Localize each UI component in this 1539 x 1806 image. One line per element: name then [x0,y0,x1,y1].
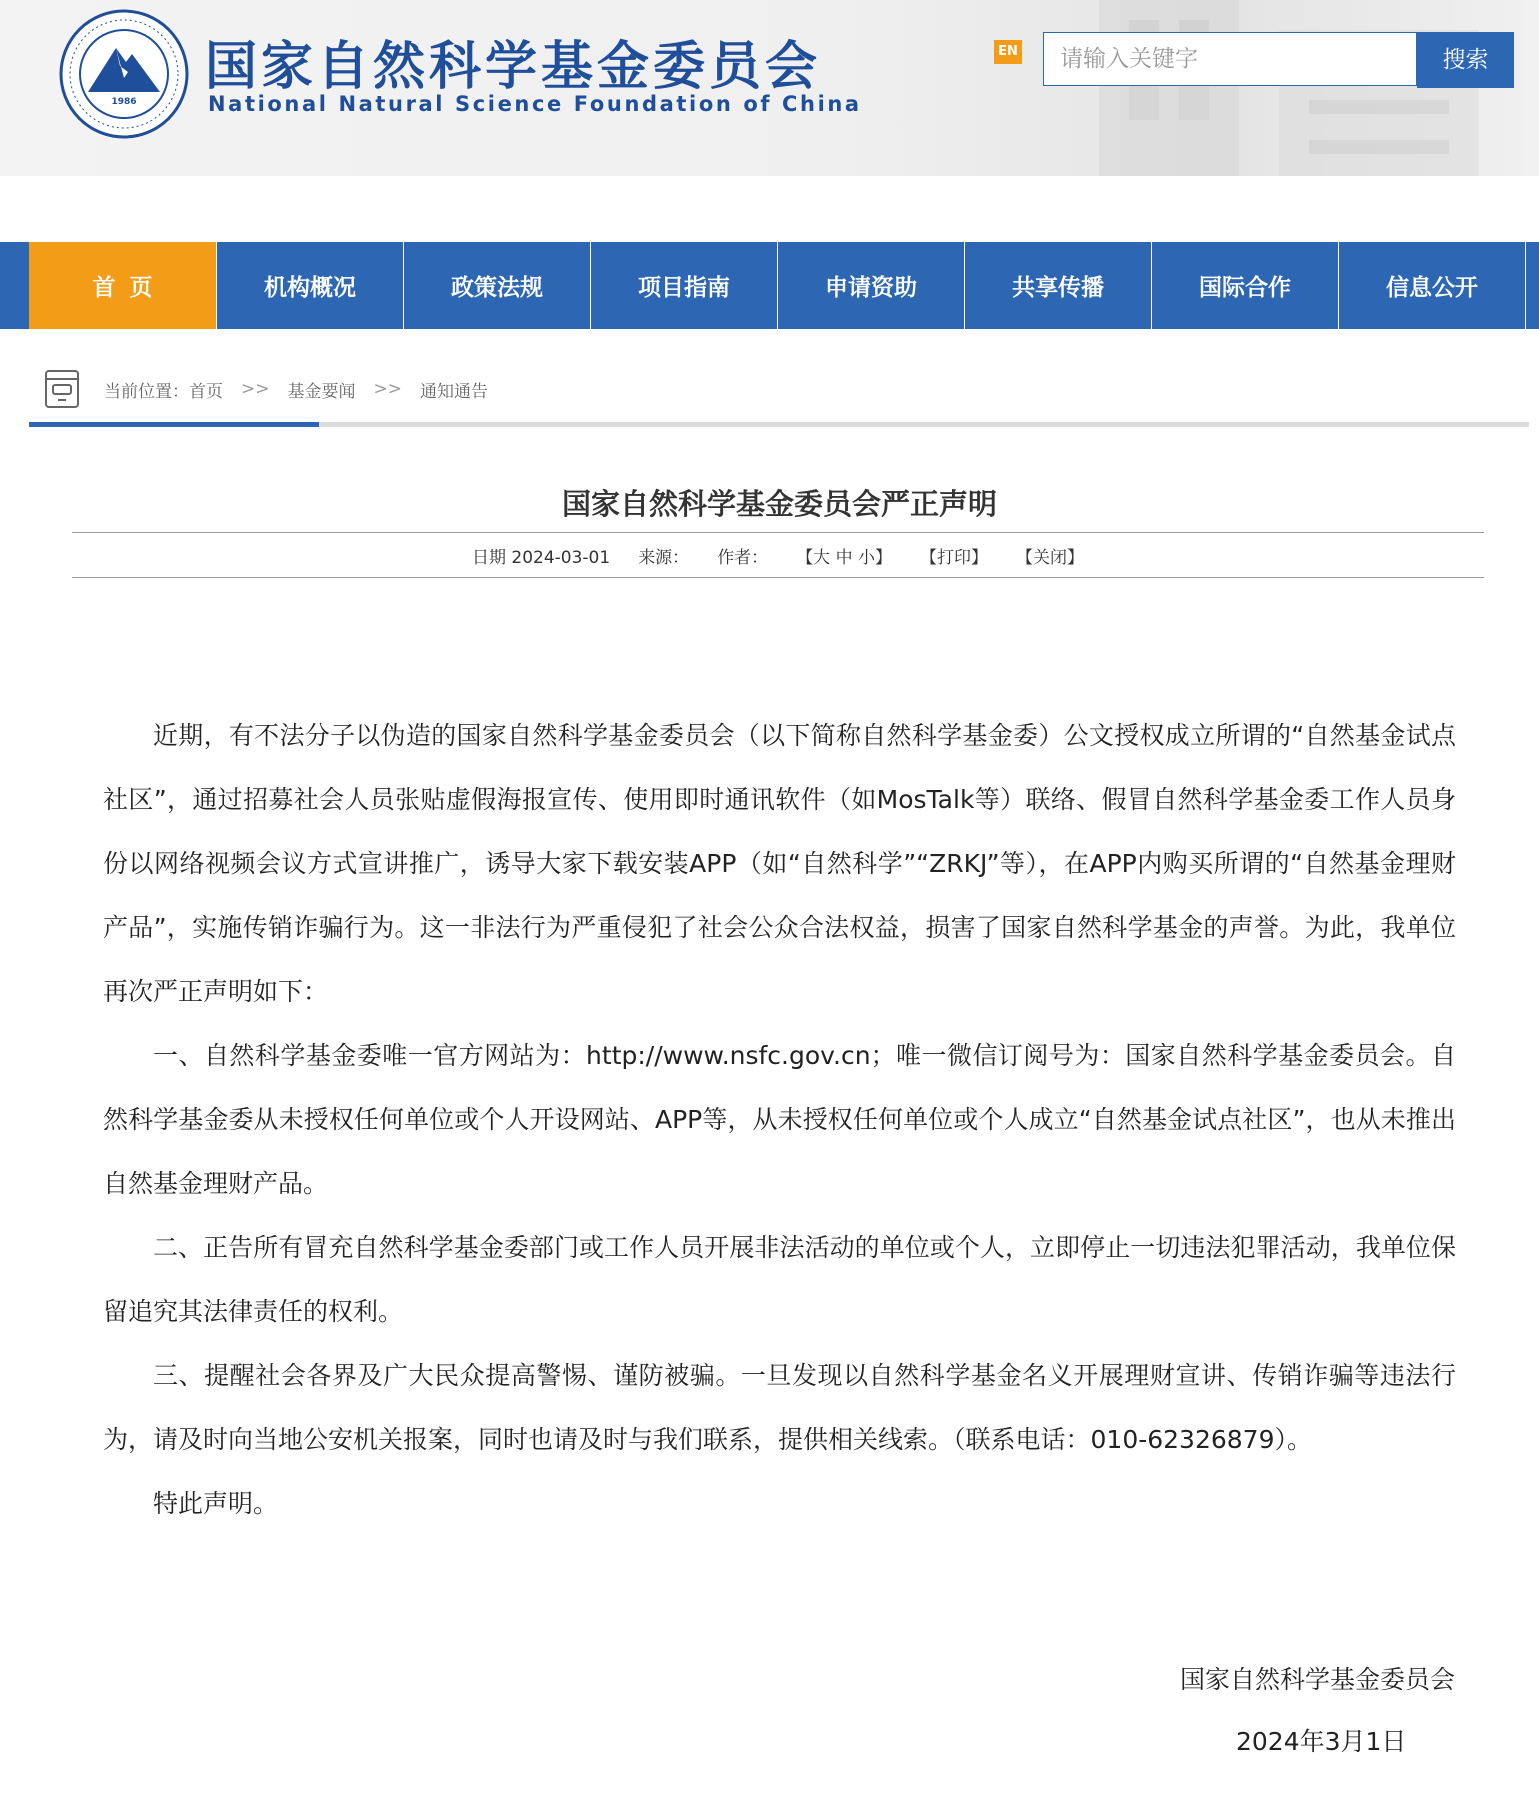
nav-item-funding[interactable]: 申请资助 [777,242,964,329]
site-header [0,0,1539,176]
english-version-link[interactable]: EN [994,40,1022,64]
paragraph: 一、自然科学基金委唯一官方网站为：http://www.nsfc.gov.cn；唯一微信订阅号为：国家自然科学基金委员会。自然科学基金委从未授权任何单位或个人开设网站、APP等，从未授权任何单位或个人成立“自然基金试点社区”，也从未推出自然基金理财产品。 [103,1041,1456,1198]
breadcrumb-prefix: 当前位置： [104,381,189,402]
paragraph: 二、正告所有冒充自然科学基金委部门或工作人员开展非法活动的单位或个人，立即停止一切违法犯罪活动，我单位保留追究其法律责任的权利。 [103,1233,1456,1326]
location-folder-icon [44,369,80,409]
signature-org: 国家自然科学基金委员会 [1179,1665,1455,1694]
main-nav [0,242,1539,329]
article-title: 国家自然科学基金委员会严正声明 [561,487,997,521]
logo-year: 1986 [111,97,137,107]
nav-item-home[interactable]: 首页 [29,242,216,329]
breadcrumb-news[interactable]: 基金要闻 [287,381,356,402]
paragraph: 三、提醒社会各界及广大民众提高警惕、谨防被骗。一旦发现以自然科学基金名义开展理财宣讲、传销诈骗等违法行为，请及时向当地公安机关报案，同时也请及时与我们联系，提供相关线索。（联系电话：010-62326879）。 [103,1361,1456,1454]
breadcrumb-separator: >> [241,379,270,399]
nav-edge [1525,242,1535,329]
paragraph: 近期，有不法分子以伪造的国家自然科学基金委员会（以下简称自然科学基金委）公文授权成立所谓的“自然基金试点社区”，通过招募社会人员张贴虚假海报宣传、使用即时通讯软件（如MosTalk等）联络、假冒自然科学基金委工作人员身份以网络视频会议方式宣讲推广，诱导大家下载安装APP（如“自然科学”“ZRKJ”等），在APP内购买所谓的“自然基金理财产品”，实施传销诈骗行为。这一非法行为严重侵犯了社会公众合法权益，损害了国家自然科学基金的声誉。为此，我单位再次严正声明如下： [103,721,1456,1006]
nsfc-logo-icon[interactable] [58,8,190,140]
breadcrumb-separator: >> [373,379,402,399]
search-button[interactable]: 搜索 [1417,32,1514,88]
breadcrumb [44,368,488,410]
nav-item-policy[interactable]: 政策法规 [403,242,590,329]
print-link[interactable]: 【打印】 [920,547,988,568]
paragraph: 特此声明。 [153,1489,279,1518]
article-source: 来源： [638,547,690,568]
signature-date: 2024年3月1日 [1236,1727,1407,1756]
breadcrumb-divider-active [29,422,319,427]
building-backdrop [979,0,1539,176]
breadcrumb-home[interactable]: 首页 [189,381,223,402]
breadcrumb-divider [29,422,1529,427]
article-meta [72,532,1484,578]
nav-item-sharing[interactable]: 共享传播 [964,242,1151,329]
article-date: 日期 2024-03-01 [471,547,611,568]
article-body [103,704,1456,1536]
font-size-switch[interactable]: 【大 中 小】 [796,547,892,568]
nav-item-international[interactable]: 国际合作 [1151,242,1338,329]
breadcrumb-notices[interactable]: 通知通告 [420,381,488,402]
search-input[interactable] [1043,32,1417,86]
close-link[interactable]: 【关闭】 [1016,547,1084,568]
site-title-cn: 国家自然科学基金委员会 [205,37,822,97]
site-title-en: National Natural Science Foundation of China [208,92,862,116]
nav-item-disclosure[interactable]: 信息公开 [1338,242,1525,329]
article-author: 作者： [717,547,769,568]
nav-item-about[interactable]: 机构概况 [216,242,403,329]
nav-item-guide[interactable]: 项目指南 [590,242,777,329]
